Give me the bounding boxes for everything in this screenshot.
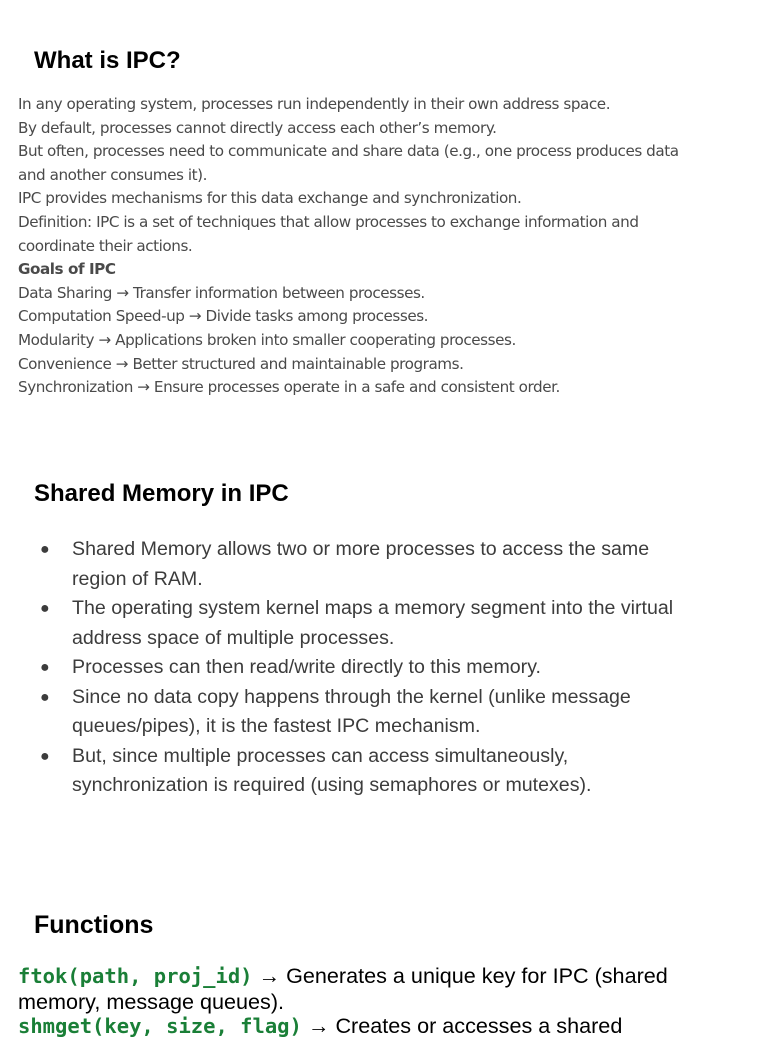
ipc-intro-line: But often, processes need to communicate and share data (e.g., one process produces data	[18, 142, 679, 161]
goal-item: Computation Speed-up → Divide tasks among processes.	[18, 307, 429, 326]
bullet-dot-icon: ●	[40, 688, 50, 706]
function-first-line	[18, 1013, 763, 1039]
goals-heading: Goals of IPC	[18, 260, 116, 279]
function-description: → Generates a unique key for IPC (shared	[252, 963, 668, 988]
heading-shared-memory: Shared Memory in IPC	[34, 480, 289, 507]
bullet-text: address space of multiple processes.	[72, 626, 395, 649]
bullet-text: Since no data copy happens through the kernel (unlike message	[72, 685, 631, 708]
list-item	[0, 535, 768, 594]
ipc-intro-line: In any operating system, processes run independently in their own address space.	[18, 95, 611, 113]
ipc-intro-line: By default, processes cannot directly access each other’s memory.	[18, 118, 497, 137]
ipc-intro-line: and another consumes it).	[18, 165, 207, 184]
goal-item: Data Sharing → Transfer information between processes.	[18, 283, 425, 302]
ipc-intro-block	[18, 93, 763, 400]
goal-item: Synchronization → Ensure processes operate in a safe and consistent order.	[18, 378, 560, 397]
list-item	[0, 653, 768, 683]
function-first-line	[18, 963, 763, 989]
goal-item: Convenience → Better structured and maintainable programs.	[18, 354, 464, 373]
bullet-dot-icon: ●	[40, 541, 50, 558]
list-item	[0, 683, 768, 742]
bullet-text: The operating system kernel maps a memory segment into the virtual	[72, 597, 674, 619]
bullet-text: queues/pipes), it is the fastest IPC mechanism.	[72, 715, 481, 737]
list-item	[0, 594, 768, 653]
bullet-text: synchronization is required (using semaphores or mutexes).	[72, 774, 592, 796]
function-entry-shmget	[18, 1013, 763, 1039]
function-signature: ftok(path, proj_id)	[18, 964, 253, 988]
shared-memory-bullet-list	[0, 535, 768, 801]
bullet-text: Shared Memory allows two or more processes to access the same	[72, 538, 650, 560]
ipc-intro-line: Definition: IPC is a set of techniques that allow processes to exchange information and	[18, 212, 639, 231]
bullet-dot-icon: ●	[40, 600, 50, 617]
function-signature: shmget(key, size, flag)	[18, 1014, 302, 1038]
function-description: → Creates or accesses a shared	[301, 1013, 623, 1038]
function-description-continued: memory, message queues).	[18, 989, 285, 1014]
bullet-text: region of RAM.	[72, 567, 203, 590]
ipc-intro-line: IPC provides mechanisms for this data exchange and synchronization.	[18, 189, 522, 208]
list-item	[0, 742, 768, 801]
heading-what-is-ipc: What is IPC?	[34, 47, 181, 74]
bullet-text: But, since multiple processes can access simultaneously,	[72, 744, 569, 767]
ipc-intro-line: coordinate their actions.	[18, 236, 193, 255]
bullet-text: Processes can then read/write directly to this memory.	[72, 656, 541, 678]
heading-functions: Functions	[34, 911, 154, 939]
bullet-dot-icon: ●	[40, 659, 50, 676]
bullet-dot-icon: ●	[40, 747, 50, 765]
goal-item: Modularity → Applications broken into smaller cooperating processes.	[18, 330, 516, 349]
function-entry-ftok	[18, 963, 763, 1014]
